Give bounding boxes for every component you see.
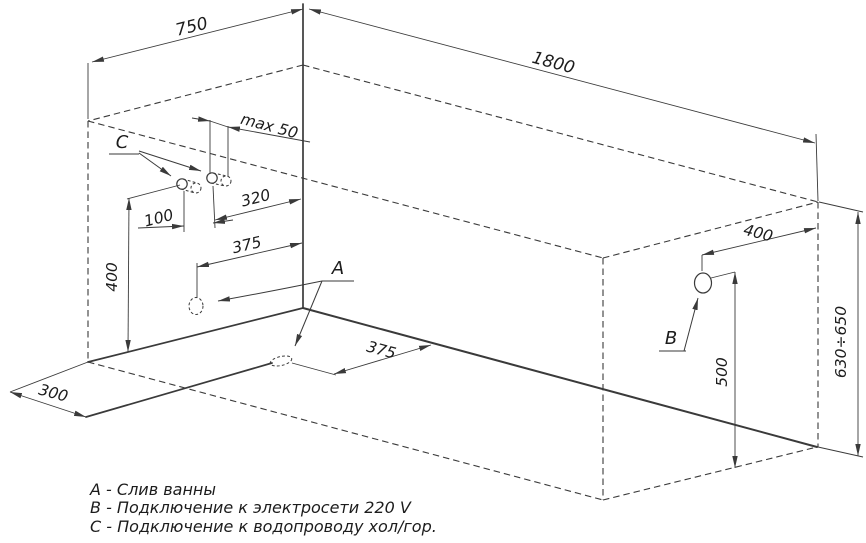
dim-label-400-right: 400 bbox=[741, 220, 775, 246]
dim-label-630-650: 630÷650 bbox=[832, 305, 850, 379]
dim-line bbox=[210, 121, 228, 127]
hot-water-pipe-wall-icon bbox=[221, 176, 231, 186]
extension-line bbox=[819, 202, 863, 212]
right-wall-floor-edge bbox=[303, 308, 817, 447]
extension-line bbox=[127, 185, 180, 199]
tub-outline bbox=[88, 65, 818, 500]
dim-label-max-50: max 50 bbox=[238, 109, 300, 143]
dimension-100 bbox=[138, 191, 233, 232]
dimension-500 bbox=[711, 272, 735, 468]
dimension-750 bbox=[88, 9, 303, 119]
pipe-stub-edge bbox=[183, 179, 197, 183]
dim-label-500: 500 bbox=[713, 357, 731, 387]
dim-label-375-wall: 375 bbox=[230, 233, 264, 258]
dim-line bbox=[309, 9, 815, 143]
rim-front-edge bbox=[88, 121, 603, 258]
leader-line bbox=[139, 151, 201, 171]
leader-line bbox=[295, 281, 322, 346]
callout-letter-b: B bbox=[664, 328, 678, 349]
dimension-300 bbox=[10, 362, 88, 417]
dimension-400-right bbox=[702, 221, 816, 271]
hot-water-pipe-icon bbox=[207, 173, 217, 183]
extension-line bbox=[818, 447, 863, 457]
dim-label-100: 100 bbox=[142, 205, 176, 231]
dim-label-320: 320 bbox=[239, 185, 273, 211]
dimension-630-650 bbox=[818, 202, 863, 457]
extension-line bbox=[711, 272, 735, 278]
leader-line bbox=[218, 281, 322, 301]
floor-front-edge bbox=[86, 363, 272, 417]
footprint-right-edge bbox=[603, 447, 817, 500]
dim-label-1800: 1800 bbox=[529, 47, 577, 79]
legend-item-a: A - Слив ванны bbox=[90, 480, 216, 499]
left-wall-floor-edge bbox=[88, 308, 303, 362]
dim-label-375-floor: 375 bbox=[364, 337, 398, 363]
legend-item-c: C - Подключение к водопроводу хол/гор. bbox=[90, 516, 437, 536]
dim-arrow-line bbox=[213, 220, 233, 223]
rim-left-edge bbox=[88, 65, 303, 121]
cold-water-pipe-icon bbox=[177, 179, 187, 189]
legend-item-b: B - Подключение к электросети 220 V bbox=[90, 498, 411, 518]
pipe-stub-edge bbox=[181, 189, 195, 193]
floor-drain-hole-icon bbox=[269, 354, 292, 368]
dim-label-300: 300 bbox=[36, 380, 70, 406]
callout-a bbox=[218, 258, 354, 346]
dimension-1800 bbox=[309, 9, 818, 201]
extension-line bbox=[213, 186, 215, 228]
extension-line bbox=[292, 363, 336, 375]
power-socket-icon bbox=[695, 273, 712, 293]
dimension-375-floor bbox=[292, 338, 431, 375]
leader-line bbox=[684, 298, 698, 351]
dim-arrow-line bbox=[192, 118, 210, 121]
room-corner bbox=[86, 4, 817, 447]
dim-line bbox=[128, 198, 129, 352]
water-supply-pipes bbox=[177, 173, 231, 193]
wall-drain-hole-icon bbox=[189, 298, 203, 315]
dimension-320 bbox=[213, 186, 301, 228]
rim-right-edge bbox=[603, 202, 818, 258]
callout-letter-c: C bbox=[115, 132, 129, 153]
rim-back-edge bbox=[303, 65, 818, 202]
cold-water-pipe-wall-icon bbox=[191, 183, 201, 193]
dimension-max-50 bbox=[192, 110, 310, 177]
extension-line bbox=[816, 134, 818, 201]
dim-label-400-left: 400 bbox=[103, 262, 121, 292]
callout-b bbox=[659, 298, 698, 351]
callout-letter-a: A bbox=[331, 258, 345, 279]
dim-label-750: 750 bbox=[173, 13, 210, 41]
legend bbox=[90, 481, 437, 536]
